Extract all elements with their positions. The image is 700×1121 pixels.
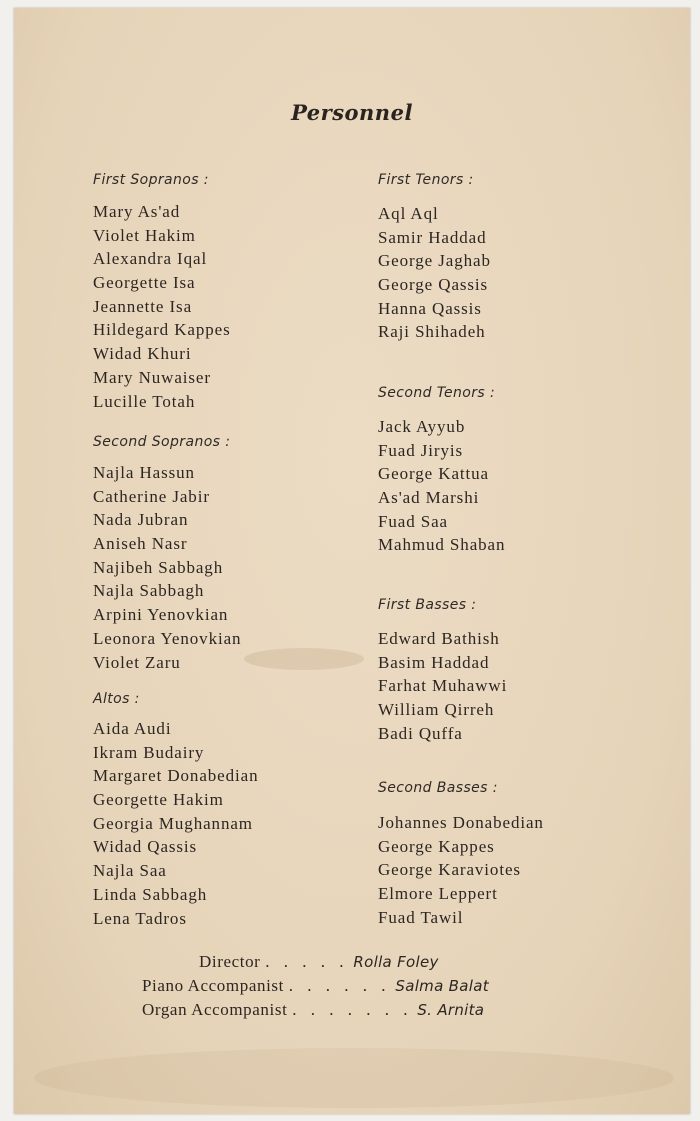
member-name: Aida Audi [93, 719, 172, 738]
member-name: George Karaviotes [378, 860, 521, 880]
section-heading-second-sopranos: Second Sopranos : [93, 434, 231, 450]
credit-name: S. Arnita [417, 1001, 485, 1019]
credit-leader-dots: . . . . . . . [292, 1000, 413, 1019]
member-name: Nada Jubran [93, 510, 189, 530]
second-basses-list [378, 811, 544, 929]
member-name: Mary Nuwaiser [93, 367, 211, 387]
credit-role: Piano Accompanist [142, 976, 284, 995]
member-name: Fuad Tawil [378, 907, 464, 927]
member-name: Aql Aql [378, 204, 439, 223]
member-name: Fuad Saa [378, 511, 448, 531]
member-name: Widad Khuri [93, 344, 192, 364]
credit-leader-dots: . . . . . . [288, 976, 391, 995]
member-name: As'ad Marshi [378, 488, 480, 508]
credit-director [199, 952, 439, 972]
member-name: Margaret Donabedian [93, 766, 259, 786]
first-basses-list [378, 627, 507, 745]
member-name: Najibeh Sabbagh [93, 557, 224, 577]
member-name: Jeannette Isa [93, 296, 193, 316]
member-name: Farhat Muhawwi [378, 676, 508, 696]
section-heading-first-sopranos: First Sopranos : [93, 172, 209, 188]
section-heading-second-basses: Second Basses : [378, 780, 498, 796]
credit-leader-dots: . . . . . [265, 952, 349, 971]
credit-piano-accompanist [142, 976, 489, 996]
credit-role: Director [199, 952, 261, 971]
section-heading-first-basses: First Basses : [378, 597, 477, 613]
member-name: Najla Sabbagh [93, 581, 205, 601]
member-name: Raji Shihadeh [378, 322, 486, 342]
member-name: George Kattua [378, 464, 489, 484]
member-name: William Qirreh [378, 700, 495, 720]
member-name: Violet Hakim [93, 225, 196, 245]
member-name: Hanna Qassis [378, 298, 482, 318]
member-name: Hildegard Kappes [93, 320, 231, 340]
credit-name: Salma Balat [395, 977, 489, 995]
member-name: Mahmud Shaban [378, 535, 506, 555]
member-name: Lucille Totah [93, 391, 196, 411]
member-name: Basim Haddad [378, 652, 490, 672]
member-name: George Qassis [378, 275, 489, 295]
member-name: Violet Zaru [93, 652, 181, 672]
section-heading-first-tenors: First Tenors : [378, 172, 474, 188]
section-heading-altos: Altos : [93, 691, 140, 707]
member-name: Ikram Budairy [93, 742, 205, 762]
member-name: Fuad Jiryis [378, 440, 463, 460]
second-sopranos-list [93, 461, 241, 674]
member-name: Lena Tadros [93, 908, 187, 928]
member-name: Najla Saa [93, 861, 167, 881]
member-name: Samir Haddad [378, 227, 487, 247]
member-name: Linda Sabbagh [93, 884, 208, 904]
credit-organ-accompanist [142, 1000, 484, 1020]
program-page [14, 8, 690, 1114]
member-name: Arpini Yenovkian [93, 605, 229, 625]
credit-name: Rolla Foley [353, 953, 439, 971]
credit-role: Organ Accompanist [142, 1000, 288, 1019]
member-name: Widad Qassis [93, 837, 198, 857]
member-name: Catherine Jabir [93, 486, 210, 506]
member-name: George Jaghab [378, 251, 491, 271]
member-name: Jack Ayyub [378, 417, 466, 436]
member-name: Johannes Donabedian [378, 813, 544, 832]
member-name: Leonora Yenovkian [93, 628, 242, 648]
altos-list [93, 717, 258, 930]
member-name: Mary As'ad [93, 202, 181, 221]
second-tenors-list [378, 415, 505, 557]
page-title: Personnel [291, 100, 413, 125]
paper-stain [244, 648, 364, 670]
member-name: Georgette Hakim [93, 790, 224, 810]
member-name: George Kappes [378, 836, 495, 856]
member-name: Alexandra Iqal [93, 249, 208, 269]
member-name: Badi Quffa [378, 723, 463, 743]
member-name: Georgia Mughannam [93, 813, 253, 833]
member-name: Georgette Isa [93, 273, 196, 293]
first-sopranos-list [93, 200, 231, 413]
member-name: Edward Bathish [378, 629, 500, 648]
paper-stain [34, 1048, 674, 1108]
section-heading-second-tenors: Second Tenors : [378, 385, 496, 401]
first-tenors-list [378, 202, 491, 344]
member-name: Elmore Leppert [378, 884, 498, 904]
member-name: Aniseh Nasr [93, 534, 188, 554]
member-name: Najla Hassun [93, 463, 195, 482]
